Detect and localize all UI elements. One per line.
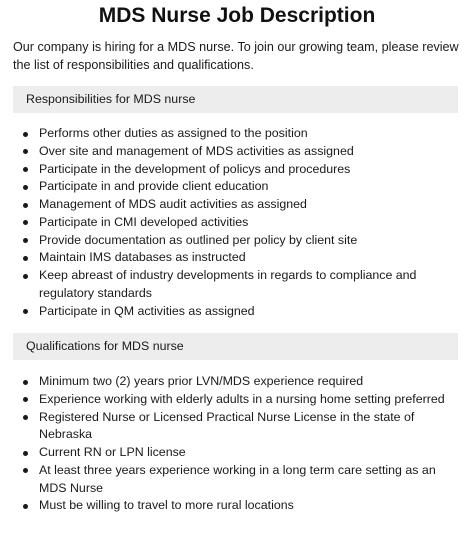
list-item: Participate in QM activities as assigned: [21, 303, 458, 321]
intro-text: Our company is hiring for a MDS nurse. To join our growing team, please review the list of responsibilities and qualifications.: [13, 40, 459, 72]
responsibilities-list: [21, 125, 458, 320]
page-title: MDS Nurse Job Description: [98, 4, 376, 27]
responsibilities-heading: Responsibilities for MDS nurse: [13, 86, 458, 113]
list-item: Participate in and provide client education: [21, 178, 458, 196]
list-item: Keep abreast of industry developments in regards to compliance and regulatory standards: [21, 267, 458, 303]
list-item: Management of MDS audit activities as assigned: [21, 196, 458, 214]
list-item: Maintain IMS databases as instructed: [21, 249, 458, 267]
qualifications-heading: Qualifications for MDS nurse: [13, 333, 458, 360]
list-item: Experience working with elderly adults in a nursing home setting preferred: [21, 391, 458, 409]
list-item: Registered Nurse or Licensed Practical Nurse License in the state of Nebraska: [21, 409, 458, 445]
list-item: Minimum two (2) years prior LVN/MDS experience required: [21, 373, 458, 391]
list-item: Over site and management of MDS activities as assigned: [21, 143, 458, 161]
list-item: Participate in the development of policys and procedures: [21, 161, 458, 179]
list-item: Current RN or LPN license: [21, 444, 458, 462]
list-item: Provide documentation as outlined per policy by client site: [21, 232, 458, 250]
list-item: At least three years experience working in a long term care setting as an MDS Nurse: [21, 462, 458, 498]
list-item: Participate in CMI developed activities: [21, 214, 458, 232]
qualifications-list: [21, 373, 458, 515]
list-item: Must be willing to travel to more rural locations: [21, 497, 458, 515]
list-item: Performs other duties as assigned to the position: [21, 125, 458, 143]
